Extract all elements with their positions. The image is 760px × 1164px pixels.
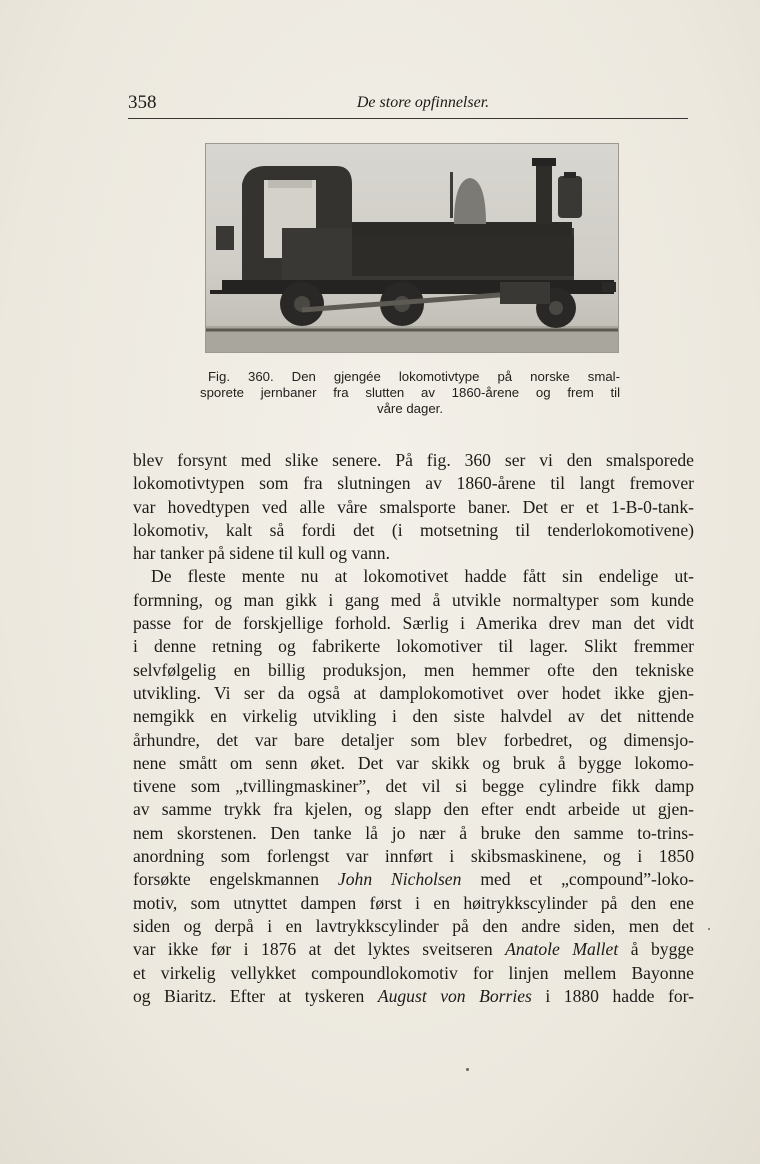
text-line [133, 938, 694, 961]
text-line: anordning som forlengst var innført i skibsmaskinene, og i 1850 [133, 846, 694, 867]
person-name: August von Borries [377, 985, 532, 1006]
paper-speck [466, 1068, 469, 1071]
text-line: formning, og man gikk i gang med å utvikle normaltyper som kunde [133, 589, 694, 610]
text-line: blev forsynt med slike senere. På fig. 360 ser vi den smalsporede [133, 450, 694, 470]
text-line: De fleste mente nu at lokomotivet hadde fått sin endelige ut- [151, 566, 694, 587]
person-name: John Nicholsen [337, 869, 462, 890]
locomotive-illustration [206, 144, 618, 352]
text-line: motiv, som utnyttet dampen først i en høitrykkscylinder på den ene [133, 892, 694, 913]
body-text [133, 449, 694, 1008]
text-line: århundre, det var bare detaljer som blev forbedret, og dimensjo- [133, 729, 694, 750]
text-line: nene smått om senn øket. Det var skikk og bruk å bygge lokomo- [133, 752, 694, 773]
figure-caption [200, 369, 620, 417]
text-line: et virkelig vellykket compoundlokomotiv for linjen mellem Bayonne [133, 962, 694, 983]
caption-line: sporete jernbaner fra slutten av 1860-årene og frem til [200, 385, 620, 400]
person-name: Anatole Mallet [505, 939, 619, 960]
text-line [133, 985, 694, 1008]
text-line [133, 868, 694, 891]
text-line: utvikling. Vi ser da også at damplokomotivet over hodet ikke gjen- [133, 682, 694, 703]
text-segment: å bygge [618, 939, 694, 960]
text-segment: med et „compound”-loko- [461, 869, 695, 890]
text-segment: var ikke før i 1876 at det lyktes sveitseren [133, 939, 506, 960]
page-number: 358 [128, 92, 157, 113]
text-line: lokomotiv, kalt så fordi det (i motsetning til tenderlokomotivene) [133, 519, 694, 540]
text-line: passe for de forskjellige forhold. Særlig i Amerika drev man det vidt [133, 613, 694, 634]
paper-speck [708, 928, 710, 930]
caption-line: Fig. 360. Den gjengée lokomotivtype på norske smal- [208, 369, 620, 384]
text-line: har tanker på sidene til kull og vann. [133, 543, 390, 564]
text-line: lokomotivtypen som fra slutningen av 1860-årene til langt fremover [133, 473, 694, 494]
text-segment: i 1880 hadde for- [531, 985, 694, 1006]
running-title: De store opfinnelser. [356, 94, 490, 111]
text-line: var hovedtypen ved alle våre smalsporte baner. Det er et 1-B-0-tank- [133, 496, 694, 517]
page-header [128, 92, 688, 119]
text-line: nemgikk en virkelig utvikling i den siste halvdel av det nittende [133, 706, 694, 727]
caption-line: våre dager. [377, 401, 443, 416]
text-line: i denne retning og fabrikerte lokomotiver til lager. Slikt fremmer [133, 636, 694, 657]
text-segment: forsøkte engelskmannen [133, 869, 338, 890]
text-line: tivene som „tvillingmaskiner”, det vil si begge cylindre fikk damp [133, 776, 694, 797]
text-segment: og Biaritz. Efter at tyskeren [133, 985, 378, 1006]
text-line: av samme trykk fra kjelen, og slapp den efter endt arbeide ut gjen- [133, 799, 694, 820]
locomotive-photo [205, 143, 619, 353]
text-line: siden og derpå i en lavtrykkscylinder på den andre siden, men det [133, 915, 694, 936]
text-line: selvfølgelig en billig produksjon, men hemmer ofte den tekniske [133, 659, 694, 680]
text-line: nem skorstenen. Den tanke lå jo nær å bruke den samme to-trins- [133, 822, 694, 843]
